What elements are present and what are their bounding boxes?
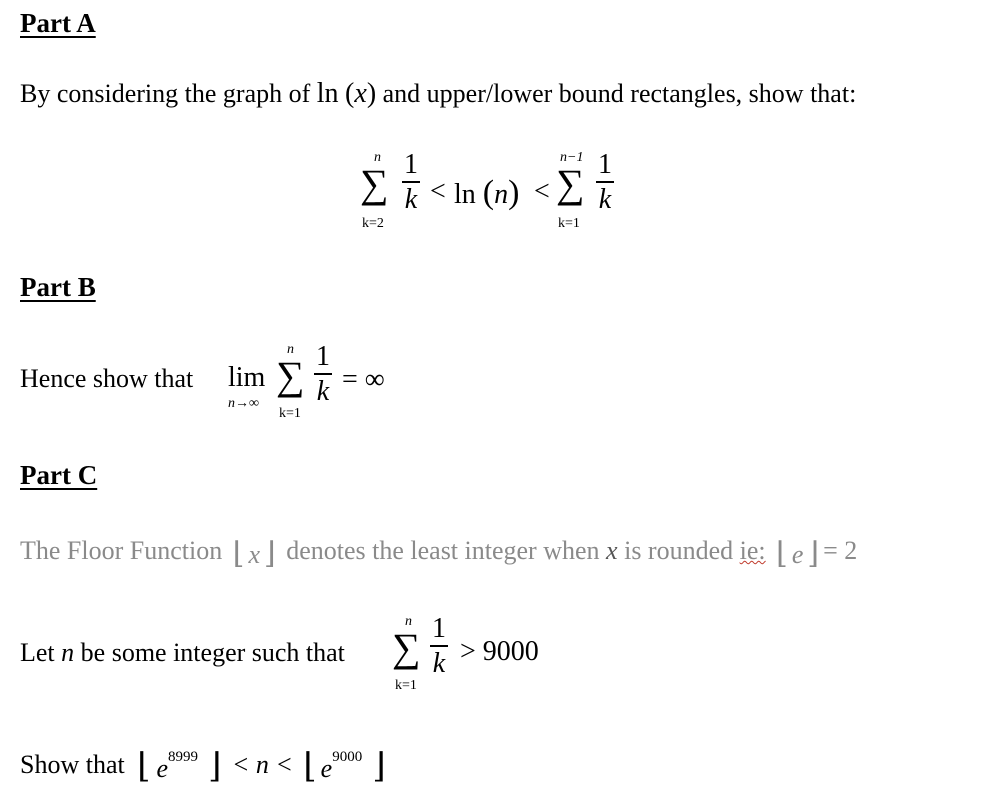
part-b-heading: Part B (20, 272, 96, 302)
part-a-inequality (360, 150, 640, 240)
fraction-bar-b (314, 373, 332, 375)
part-a-heading: Part A (20, 8, 96, 38)
floor-x: ⌊ x ⌋ (232, 537, 276, 570)
less-than-2: < (534, 176, 550, 207)
floor-text-post: denotes the least integer when (286, 536, 600, 565)
let-text: Let (20, 638, 55, 667)
fraction-bar-c (430, 645, 448, 647)
part-b-text: Hence show that (20, 364, 194, 393)
part-b-fraction (314, 342, 332, 406)
paren-open-2: ( (482, 174, 495, 211)
lim-symbol: lim (228, 362, 266, 393)
fraction-denominator: k (404, 183, 418, 215)
fraction-numerator-c: 1 (432, 613, 446, 644)
fraction-numerator: 1 (404, 149, 418, 180)
e-base-1: e (156, 754, 169, 783)
part-c-fraction (430, 614, 448, 678)
fraction-denominator-c: k (432, 647, 446, 679)
sum2-lower-limit: k=1 (558, 216, 580, 231)
sum2-fraction (596, 150, 614, 214)
less-than-1: < (430, 176, 446, 207)
floor-e: ⌊ e ⌋ (776, 537, 820, 570)
fraction-denominator-2: k (598, 183, 612, 215)
fraction-numerator-2: 1 (598, 149, 612, 180)
sum1-upper-limit: n (374, 150, 381, 165)
ln-symbol: ln (316, 78, 339, 109)
lt-n-lt: < n < (231, 750, 293, 779)
part-c-heading: Part C (20, 460, 98, 490)
greater-than-9000: > 9000 (460, 636, 539, 667)
ln-variable-x: x (354, 78, 367, 109)
part-a-text-post: and upper/lower bound rectangles, show that: (376, 79, 857, 108)
part-c-sigma: ∑ (392, 625, 421, 670)
fraction-bar (402, 181, 420, 183)
sum1-sigma: ∑ (360, 161, 389, 206)
fraction-bar-2 (596, 181, 614, 183)
fraction-numerator-b: 1 (316, 341, 330, 372)
sum1-fraction (402, 150, 420, 214)
part-b-sum-upper: n (287, 342, 294, 357)
equals-two: = 2 (823, 536, 858, 565)
part-c-sum-upper: n (405, 614, 412, 629)
part-b-sigma: ∑ (276, 353, 305, 398)
ln-symbol-2: ln (454, 179, 476, 210)
show-that-text: Show that (20, 750, 125, 779)
ie-text: ie: (739, 536, 766, 565)
let-text-post: be some integer such that (80, 638, 345, 667)
lim-subscript: n→∞ (228, 396, 259, 411)
paren-close: ) (366, 78, 377, 109)
let-n-sentence (20, 638, 345, 668)
exponent-9000: 9000 (332, 749, 363, 765)
e-base-2: e (320, 754, 333, 783)
exponent-8999: 8999 (168, 749, 199, 765)
floor-e-9000: ⌊ $e^{9000}$ ⌋ (303, 748, 386, 785)
part-c-sum-lower: k=1 (395, 678, 417, 693)
paren-close-2: ) (508, 174, 520, 211)
sum2-sigma: ∑ (556, 161, 585, 206)
show-that-sentence (20, 742, 386, 785)
ln-variable-n: n (494, 179, 509, 210)
sum2-upper-limit: n−1 (560, 150, 584, 165)
rounded-text: is rounded (624, 536, 734, 565)
equals-infinity: = ∞ (342, 364, 385, 395)
let-n-variable: n (61, 638, 75, 667)
floor-e-8999: ⌊ $e^{8999}$ ⌋ (137, 748, 222, 785)
part-b-sum-lower: k=1 (279, 406, 301, 421)
sum1-lower-limit: k=2 (362, 216, 384, 231)
paren-open: ( (345, 78, 355, 109)
floor-e-variable: e (791, 540, 804, 569)
ln-n-expression (454, 174, 519, 212)
x-variable: x (606, 536, 618, 565)
part-a-text-pre: By considering the graph of (20, 79, 317, 108)
floor-text-pre: The Floor Function (20, 536, 223, 565)
floor-variable: x (248, 540, 260, 569)
part-a-instruction (20, 78, 856, 110)
floor-definition (20, 532, 858, 570)
fraction-denominator-b: k (316, 375, 330, 407)
